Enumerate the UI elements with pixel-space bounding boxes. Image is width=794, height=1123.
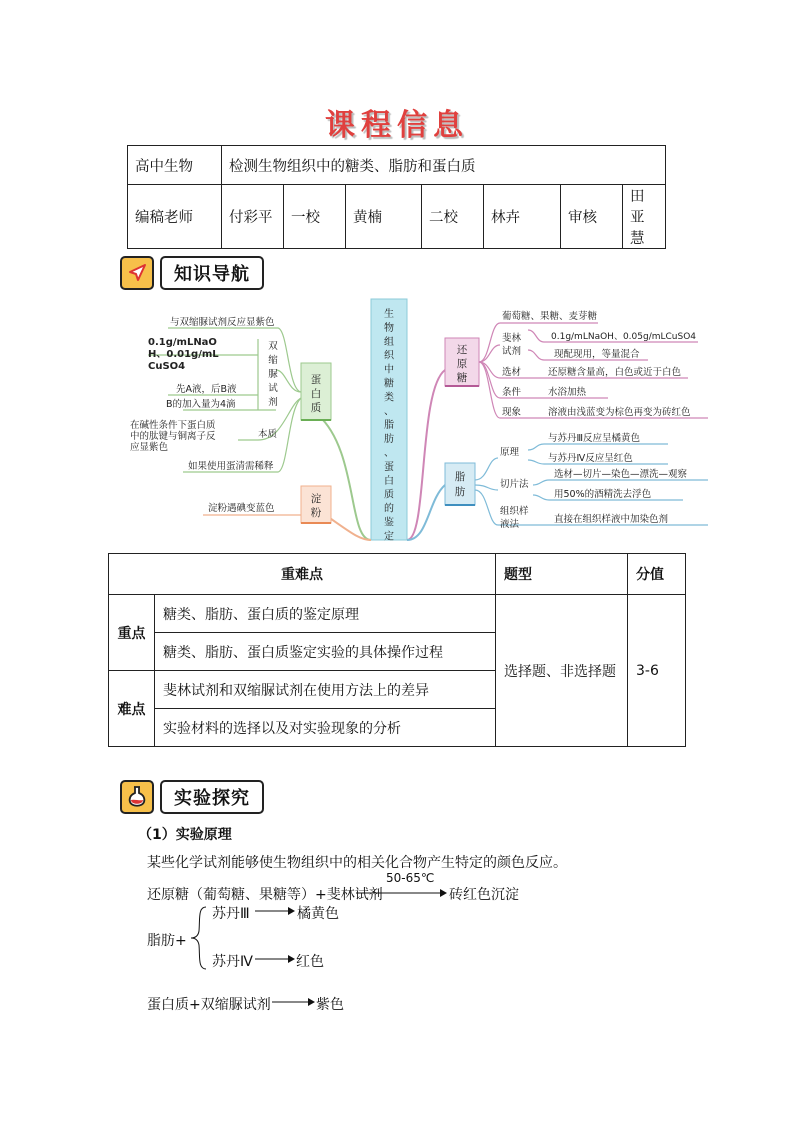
vertical-char: 物 [384, 322, 394, 334]
vertical-char: 原 [456, 358, 468, 370]
vertical-char: 、 [384, 448, 394, 459]
reaction-arrow-icon [356, 888, 448, 898]
vertical-char: 试 [268, 383, 278, 394]
sugar-reaction-condition: 50-65℃ [386, 871, 435, 885]
key-item-2: 糖类、脂肪、蛋白质鉴定实验的具体操作过程 [155, 633, 496, 671]
vertical-char: 生 [384, 309, 394, 320]
protein-conc-line2: H、0.01g/mL [148, 349, 219, 360]
vertical-char: 肪 [384, 434, 394, 446]
protein-egg-text: 如果使用蛋清需稀释 [188, 461, 274, 472]
starch-text: 淀粉遇碘变蓝色 [208, 503, 275, 514]
subject-cell: 高中生物 [128, 146, 222, 185]
sudan4-text: 与苏丹Ⅳ反应呈红色 [548, 453, 633, 464]
principle-label: 原理 [500, 447, 520, 458]
protein-order-text: 先A液，后B液 [176, 384, 237, 395]
vertical-char: 质 [384, 489, 394, 501]
brace-icon [188, 903, 208, 973]
protein-essence-label: 本质 [258, 429, 278, 440]
fat-reaction-left: 脂肪+ [147, 933, 187, 949]
vertical-char: 质 [310, 402, 322, 414]
vertical-char: 剂 [268, 397, 278, 408]
sudan3-color: 橘黄色 [297, 906, 339, 922]
condition-text: 水浴加热 [548, 387, 587, 398]
proof1-label-cell: 一校 [284, 185, 346, 249]
review-label-cell: 审核 [561, 185, 623, 249]
course-info-table [127, 145, 666, 249]
vertical-char: 白 [384, 475, 394, 487]
slice-steps-text: 选材—切片—染色—漂洗—观察 [554, 469, 688, 480]
sugar-reaction-right: 砖红色沉淀 [449, 887, 519, 903]
vertical-char: 脂 [454, 471, 466, 483]
header-key-points: 重难点 [109, 554, 496, 595]
condition-label: 条件 [502, 387, 522, 398]
editor-name-cell: 付彩平 [222, 185, 284, 249]
flask-icon [120, 780, 154, 814]
vertical-char: 肪 [454, 486, 466, 498]
editor-label-cell: 编稿老师 [128, 185, 222, 249]
protein-essence-line2: 中的肽键与铜离子反 [130, 431, 216, 442]
fat-node [445, 463, 475, 505]
vertical-char: 织 [384, 350, 394, 362]
homogenate-label-line2: 液法 [500, 519, 520, 530]
sudan3-reagent: 苏丹Ⅲ [212, 906, 250, 922]
protein-essence-line3: 应显紫色 [130, 442, 169, 453]
vertical-char: 糖 [384, 378, 394, 390]
knowledge-nav-header [120, 254, 264, 292]
score-cell: 3-6 [628, 595, 686, 747]
experiment-intro: 某些化学试剂能够使生物组织中的相关化合物产生特定的颜色反应。 [147, 855, 567, 871]
fehling-label-line2: 试剂 [502, 346, 522, 357]
homogenate-text: 直接在组织样液中加染色剂 [554, 514, 669, 525]
reaction-arrow-icon [255, 906, 295, 916]
slice-wash-text: 用50%的酒精洗去浮色 [554, 489, 652, 500]
table-header-row [109, 554, 686, 595]
vertical-char: 糖 [456, 372, 468, 384]
sugar-types-text: 葡萄糖、果糖、麦芽糖 [502, 311, 598, 322]
hard-item-1: 斐林试剂和双缩脲试剂在使用方法上的差异 [155, 671, 496, 709]
biuret-reagent-label [268, 341, 278, 408]
vertical-char: 组 [384, 336, 394, 348]
key-points-table [108, 553, 686, 747]
key-label: 重点 [109, 595, 155, 671]
section-title: 知识导航 [160, 256, 264, 290]
vertical-char: 淀 [310, 493, 322, 505]
reducing-sugar-label [457, 344, 468, 384]
protein-reaction-right: 紫色 [316, 997, 344, 1013]
fehling-label-line1: 斐林 [502, 333, 522, 344]
sudan4-color: 红色 [296, 954, 324, 970]
table-row [128, 185, 666, 249]
phenomenon-text: 溶液由浅蓝变为棕色再变为砖红色 [548, 407, 691, 418]
section-title: 实验探究 [160, 780, 264, 814]
vertical-char: 的 [384, 503, 394, 515]
protein-label [311, 374, 322, 414]
slice-method-label: 切片法 [500, 479, 529, 490]
vertical-char: 缩 [268, 355, 278, 366]
fehling-mix-text: 现配现用，等量混合 [554, 349, 640, 360]
vertical-char: 定 [384, 531, 394, 543]
vertical-char: 鉴 [384, 517, 394, 529]
vertical-char: 双 [268, 341, 278, 352]
proof2-label-cell: 二校 [422, 185, 484, 249]
material-label: 选材 [502, 367, 522, 378]
proof1-name-cell: 黄楠 [346, 185, 422, 249]
question-type-cell: 选择题、非选择题 [496, 595, 628, 747]
fehling-conc-text: 0.1g/mLNaOH、0.05g/mLCuSO4 [551, 332, 697, 342]
vertical-char: 脲 [268, 369, 278, 380]
protein-reaction-left: 蛋白质+双缩脲试剂 [147, 997, 271, 1013]
center-title [384, 307, 395, 542]
sugar-reaction-left: 还原糖（葡萄糖、果糖等）+斐林试剂 [147, 887, 383, 903]
protein-conc-line1: 0.1g/mLNaO [148, 337, 217, 348]
hard-label: 难点 [109, 671, 155, 747]
experiment-heading: （1）实验原理 [138, 827, 232, 843]
protein-conc-line3: CuSO4 [148, 361, 186, 372]
page-title: 课程信息 [325, 108, 469, 143]
sudan3-text: 与苏丹Ⅲ反应呈橘黄色 [548, 433, 641, 444]
table-row [109, 595, 686, 633]
reaction-arrow-icon [272, 997, 316, 1007]
topic-cell: 检测生物组织中的糖类、脂肪和蛋白质 [222, 146, 666, 185]
connector [407, 485, 445, 540]
review-name-cell: 田亚慧 [623, 185, 666, 249]
phenomenon-label: 现象 [502, 407, 522, 418]
protein-purple-text: 与双缩脲试剂反应显紫色 [170, 317, 275, 328]
connector [407, 370, 445, 540]
table-row [128, 146, 666, 185]
vertical-char: 中 [384, 364, 394, 376]
material-text: 还原糖含量高，白色或近于白色 [548, 367, 682, 378]
vertical-char: 还 [456, 344, 468, 356]
homogenate-label-line1: 组织样 [500, 506, 529, 517]
vertical-char: 脂 [384, 420, 394, 432]
reaction-arrow-icon [255, 954, 295, 964]
header-score: 分值 [628, 554, 686, 595]
vertical-char: 、 [384, 406, 394, 418]
vertical-char: 类 [384, 392, 394, 404]
vertical-char: 蛋 [310, 374, 322, 386]
sudan4-reagent: 苏丹Ⅳ [212, 954, 253, 970]
experiment-header [120, 778, 264, 816]
vertical-char: 粉 [310, 507, 322, 519]
proof2-name-cell: 林卉 [484, 185, 561, 249]
vertical-char: 白 [310, 388, 322, 400]
navigation-arrow-icon [120, 256, 154, 290]
key-item-1: 糖类、脂肪、蛋白质的鉴定原理 [155, 595, 496, 633]
header-question-type: 题型 [496, 554, 628, 595]
mind-map [108, 290, 718, 545]
vertical-char: 蛋 [384, 461, 394, 473]
protein-b-amount-text: B的加入量为4滴 [166, 399, 236, 410]
protein-essence-line1: 在碱性条件下蛋白质 [130, 420, 216, 431]
hard-item-2: 实验材料的选择以及对实验现象的分析 [155, 709, 496, 747]
